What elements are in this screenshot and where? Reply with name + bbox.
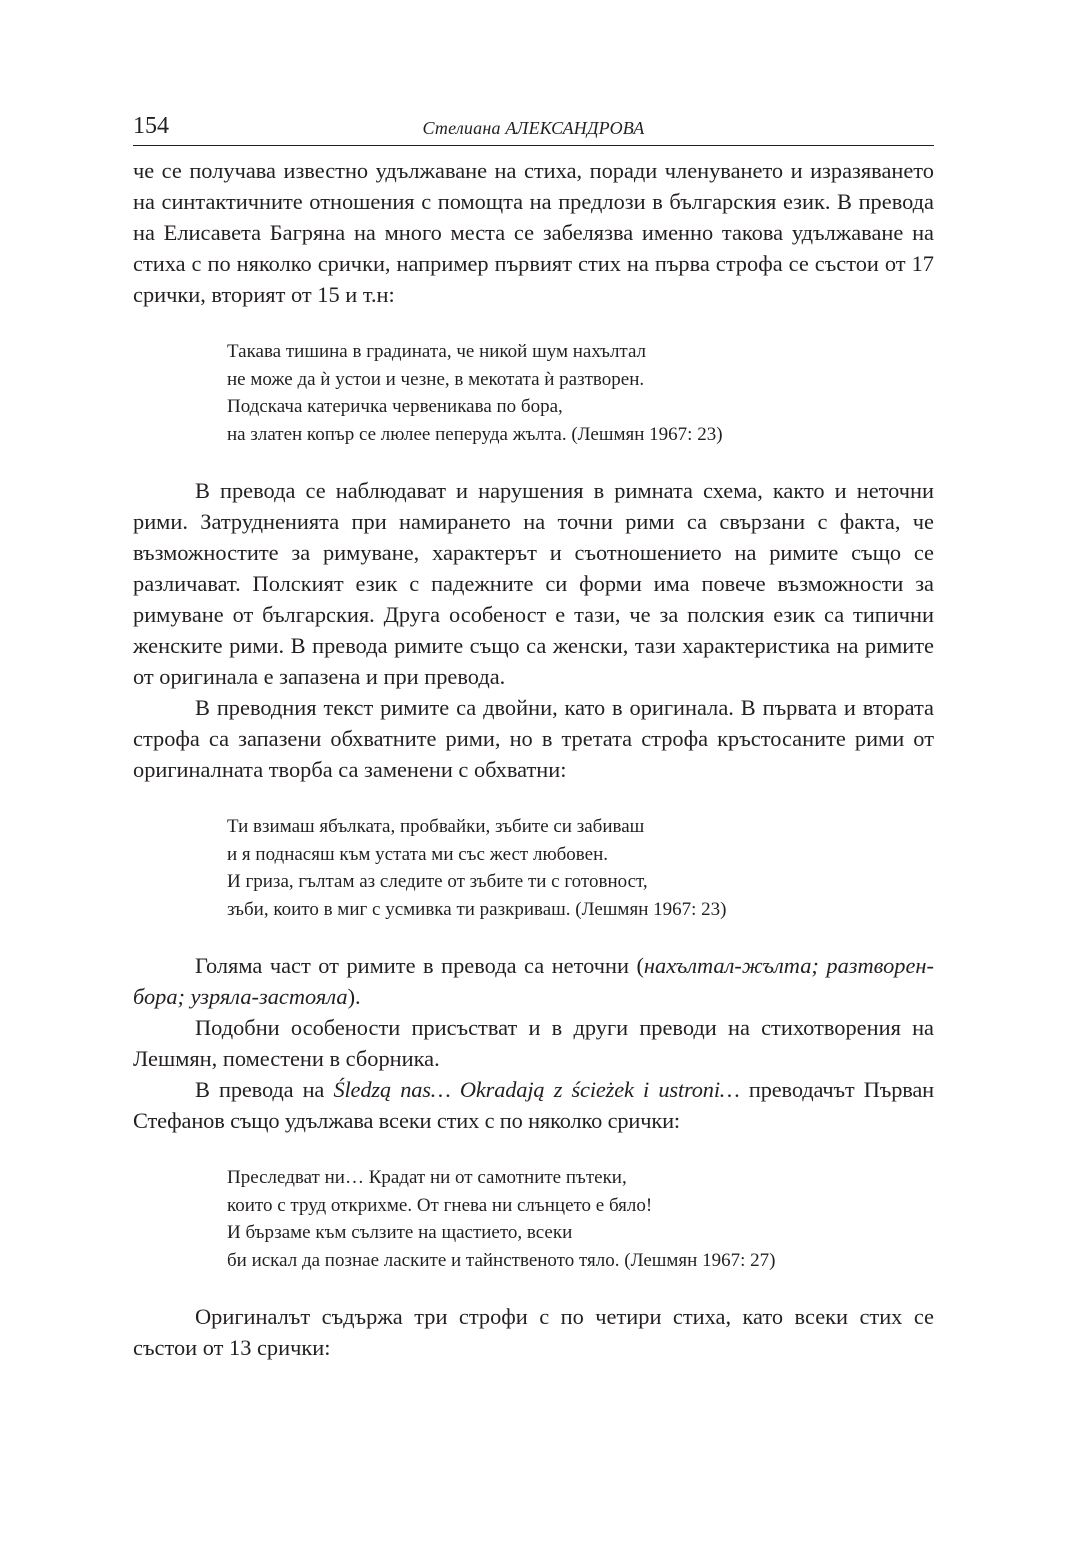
verse-line: Подскача катеричка червеникава по бора, (227, 396, 563, 417)
verse-line: И бързаме към сълзите на щастието, всеки (227, 1222, 573, 1243)
verse-line: на златен копър се люлее пеперуда жълта. (Лешмян 1967: 23) (227, 423, 723, 445)
verse-line: Преследват ни… Крадат ни от самотните пътеки, (227, 1167, 627, 1188)
paragraph-3: В преводния текст римите са двойни, като в оригинала. В първата и втората строфа са запазени обхватните рими, но в третата строфа кръстосаните рими от оригиналната творба са заменени с обхватни: (133, 695, 934, 782)
paragraph-6-end: преводачът Първан Стефанов също удължава всеки стих с по няколко срички: (133, 1077, 934, 1133)
paragraph-7: Оригиналът съдържа три строфи с по четири стиха, като всеки стих се състои от 13 срички: (133, 1304, 934, 1360)
paragraph-2: В превода се наблюдават и нарушения в римната схема, както и неточни рими. Затрудненията при намирането на точни рими са свързани с факта, че възможностите за римуване, характерът и съотношението на римите също се различават. Полският език с падежните си форми има повече възможности за римуване от българския. Друга особеност е тази, че за полския език са типични женските рими. В превода римите също са женски, тази характеристика на римите от оригинала е запазена и при превода. (133, 478, 934, 689)
paragraph-4-end: ). (347, 984, 361, 1009)
poem-title: Śledzą nas… Okradają z ścieżek i ustroni… (333, 1077, 740, 1102)
paragraph-4 (133, 950, 934, 1012)
page-number: 154 (133, 113, 169, 139)
rhyme-examples: нахълтал-жълта; разтворен-бора; узряла-застояла (133, 953, 934, 1009)
paragraph-1: че се получава известно удължаване на стиха, поради членуването и изразяването на синтактичните отношения с помощта на предлози в българския език. В превода на Елисавета Багряна на много места се забелязва именно такова удължаване на стиха с по няколко срички, например първият стих на първа строфа се състои от 17 срички, вторият от 15 и т.н: (133, 158, 934, 307)
verse-quote-2 (227, 813, 934, 923)
running-head-author: Стелиана АЛЕКСАНДРОВА (422, 118, 645, 138)
verse-quote-1 (227, 338, 934, 448)
verse-line: и я поднасяш към устата ми със жест любовен. (227, 843, 609, 865)
verse-line: би искал да познае ласките и тайнственото тяло. (Лешмян 1967: 27) (227, 1249, 776, 1271)
paragraph-6 (133, 1074, 934, 1136)
paragraph-5: Подобни особености присъстват и в други преводи на стихотворения на Лешмян, поместени в сборника. (133, 1015, 934, 1071)
running-header (133, 111, 934, 146)
paragraph-4-text: Голяма част от римите в превода са неточни ( (195, 953, 644, 978)
verse-line: зъби, които в миг с усмивка ти разкриваш. (Лешмян 1967: 23) (227, 898, 727, 920)
verse-line: И гриза, гълтам аз следите от зъбите ти с готовност, (227, 871, 648, 892)
verse-line: не може да ѝ устои и чезне, в мекотата ѝ разтворен. (227, 368, 645, 390)
paragraph-6-text: В превода на (195, 1077, 334, 1102)
body-text (133, 155, 934, 1363)
verse-line: Ти взимаш ябълката, пробвайки, зъбите си забиваш (227, 816, 645, 837)
verse-line: които с труд открихме. От гнева ни слънцето е бяло! (227, 1194, 653, 1216)
verse-quote-3 (227, 1164, 934, 1274)
verse-line: Такава тишина в градината, че никой шум нахълтал (227, 341, 647, 362)
